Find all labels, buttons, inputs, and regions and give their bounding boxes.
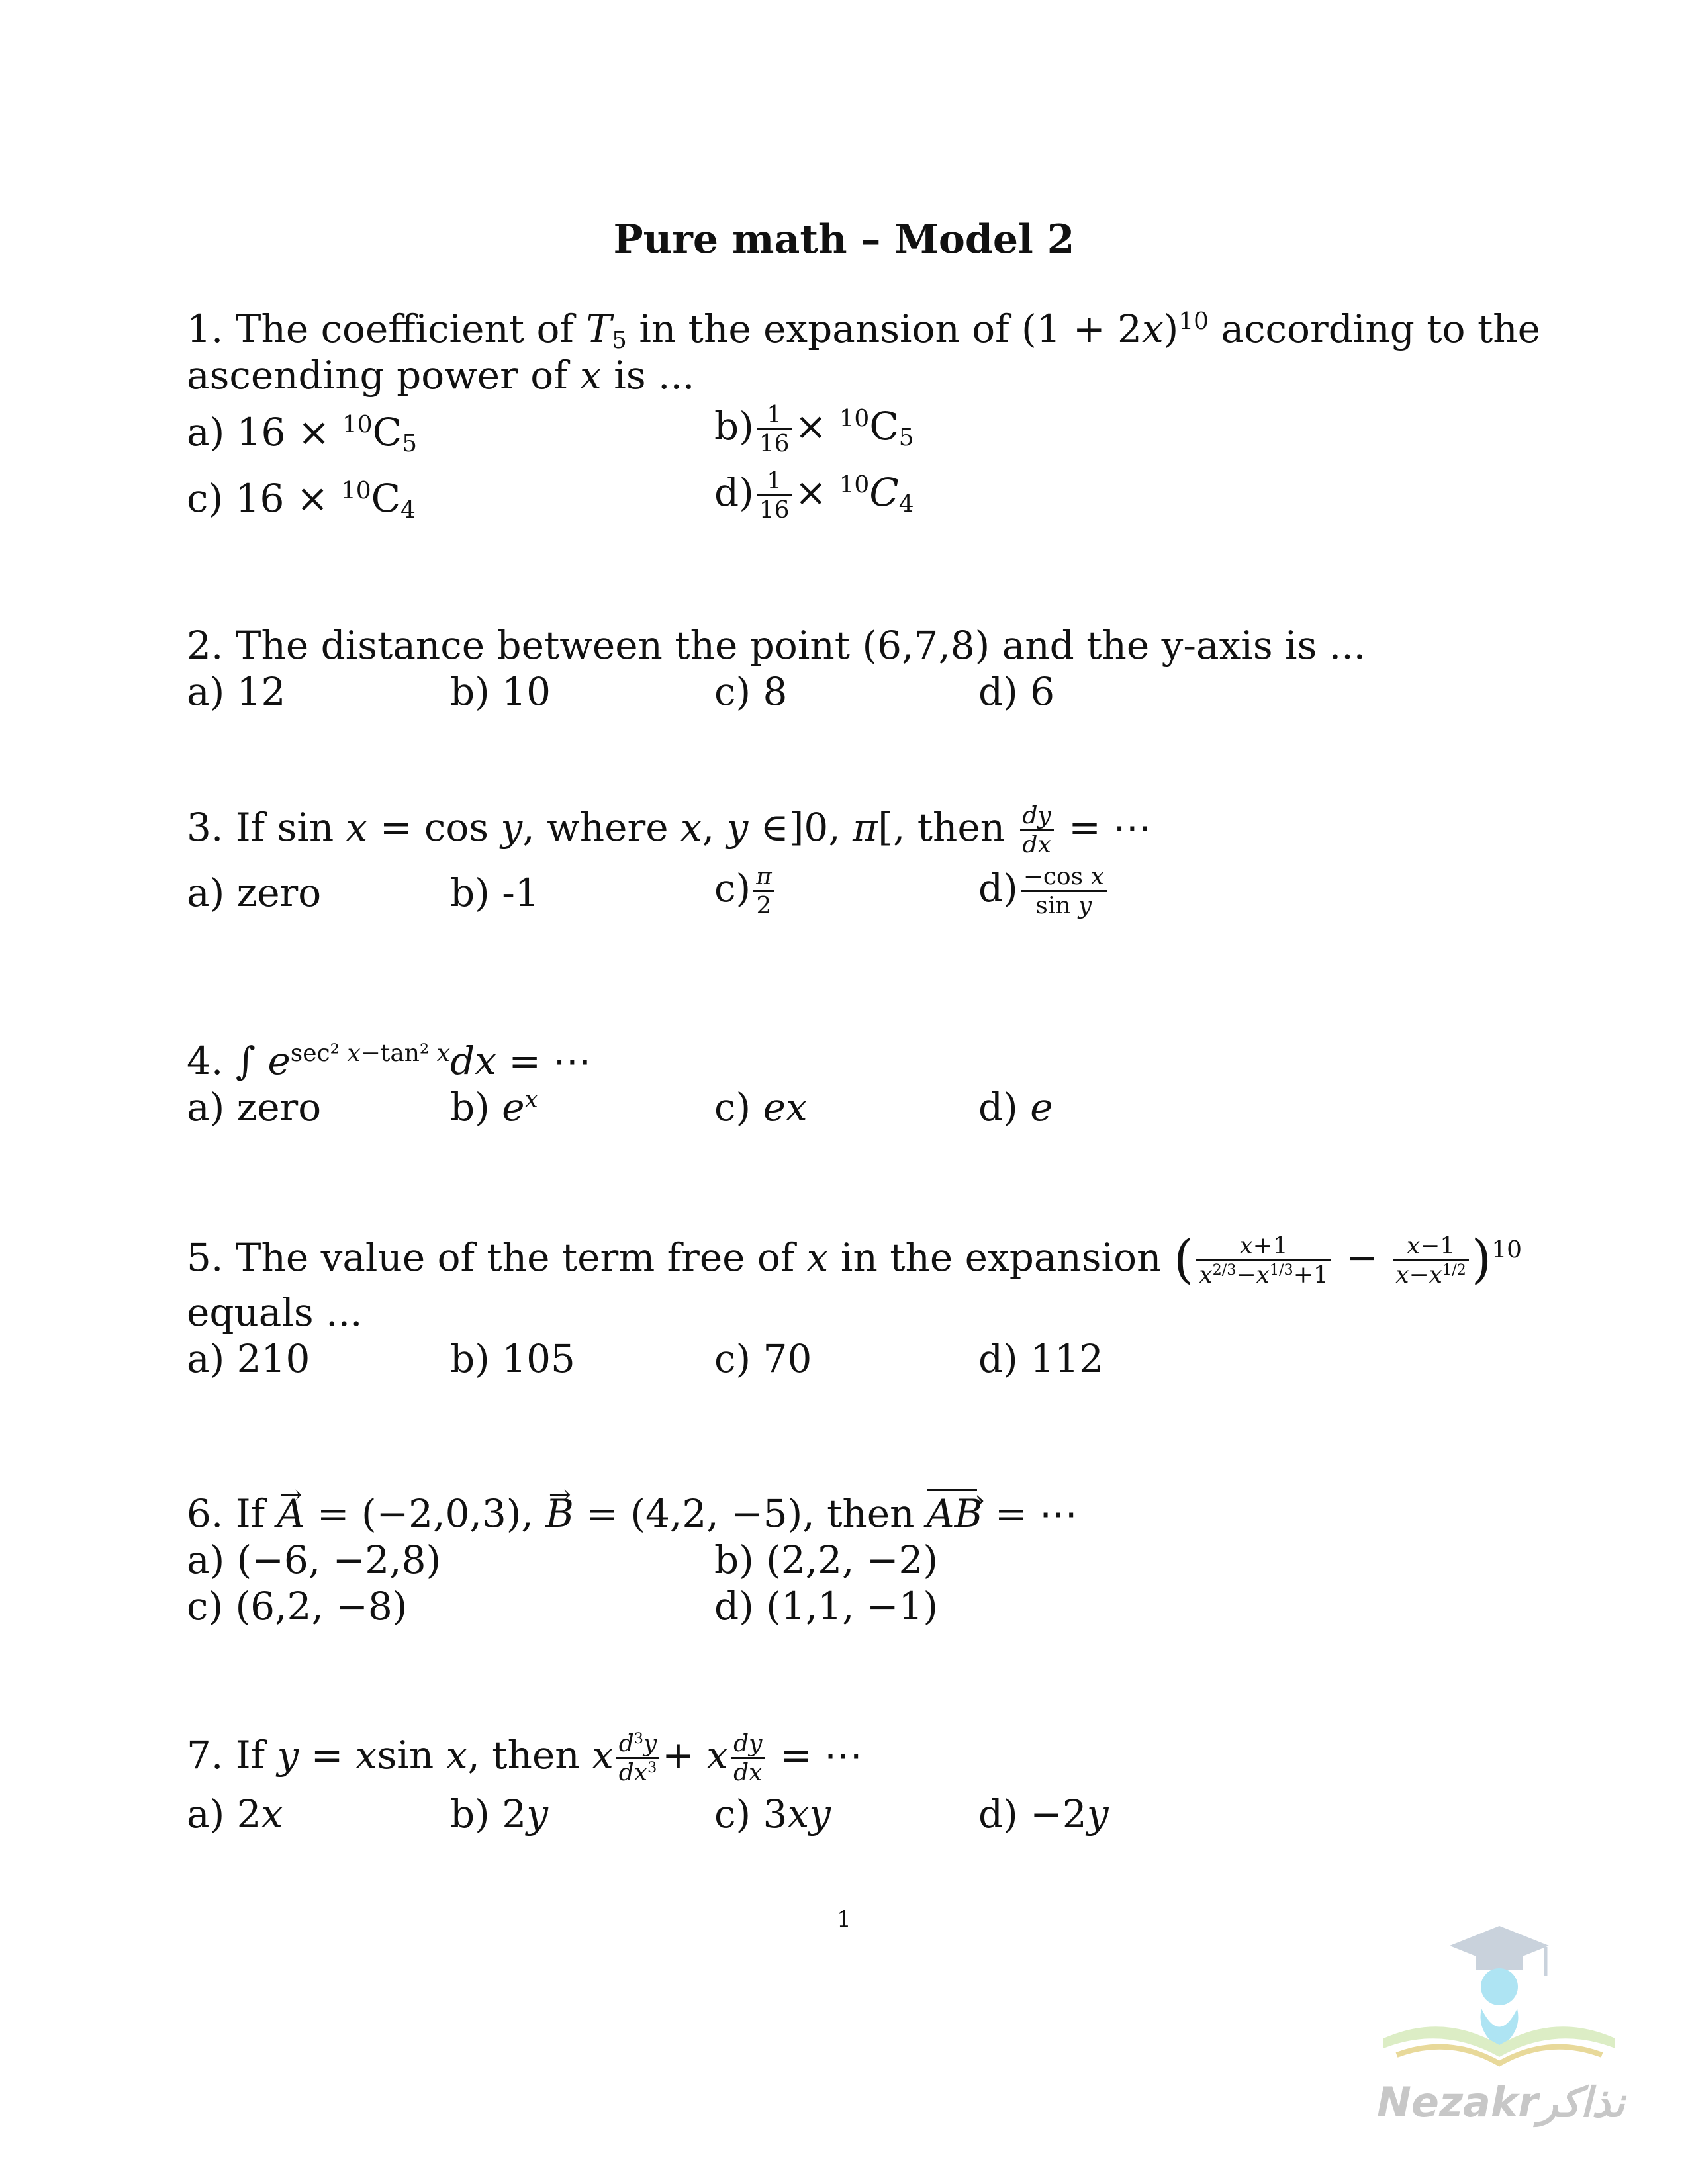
question-6-stem: 6. If → A = (−2,0,3), → B = (4,2, −5), then AB › = ⋯ (187, 1490, 1511, 1537)
question-4-option-d[interactable]: d) e (978, 1085, 1053, 1130)
question-3-option-c[interactable]: c) $\frac{\pi}{2}$ (714, 863, 777, 920)
question-6-option-a[interactable]: a) (−6, −2,8) (187, 1537, 442, 1582)
question-1-options (187, 401, 1511, 467)
question-2-option-a[interactable]: a) 12 (187, 669, 286, 714)
nezakr-logo (1357, 1913, 1642, 2138)
question-5-option-c[interactable]: c) 70 (714, 1336, 812, 1381)
question-3-option-a[interactable]: a) zero (187, 870, 322, 915)
question-2-option-b[interactable]: b) 10 (450, 669, 551, 714)
page-title: Pure math – Model 2 (613, 216, 1075, 263)
question-5: 5. The value of the term free of x in the expansion ( $\frac{x+1}{x^{2/3}-x^{1/3}+1}$ − $\frac{x-1}{x-x^{1/2}}$ )$^{10}$ equals ... a) 210 b) 105 c) 70 d) 112 (187, 1229, 1523, 1381)
question-3-options (187, 863, 1511, 923)
question-7 (187, 1730, 1511, 1837)
question-1-option-d[interactable]: d) $\frac{1}{16}$ × $^{10}C_4$ (714, 467, 914, 524)
question-4-stem: 4. ∫ $e^{sec^2 x-tan^2 x}dx$ = ⋯ (187, 1038, 592, 1083)
question-7-option-a[interactable]: a) 2x (187, 1791, 283, 1837)
question-2-option-c[interactable]: c) 8 (714, 669, 788, 714)
question-7-option-b[interactable]: b) 2y (450, 1791, 548, 1837)
question-1-option-b[interactable]: b) $\frac{1}{16}$ × $^{10}C_5$ (714, 401, 914, 458)
question-7-option-d[interactable]: d) −2y (978, 1791, 1109, 1837)
question-4-option-a[interactable]: a) zero (187, 1085, 322, 1130)
question-6 (187, 1490, 1511, 1629)
question-3-option-b[interactable]: b) -1 (450, 870, 539, 915)
question-4-option-b[interactable]: b) $e^x$ (450, 1085, 538, 1130)
question-7-options (187, 1791, 1511, 1837)
question-4-option-c[interactable]: c) ex (714, 1085, 808, 1130)
question-1: 1. The coefficient of $T_5$ in the expansion of $(1 + 2x)^{10}$ according to the ascending power of x is ... a) $16 \times ^{10}C_5$ b) $\frac{1}{16}$ × $^{10}C_5$ c) $16 \times ^{10}C_4$ d) $\frac{1}{16}$ × $^{10}C_4$ (187, 306, 1540, 524)
question-3-stem: 3. If sin x = cos y, where x, y ∈]0, π[, then $\frac{dy}{dx}$ = ⋯ (187, 802, 1152, 859)
question-5-stem: 5. The value of the term free of x in the expansion ( $\frac{x+1}{x^{2/3}-x^{1/3}+1}$ − $\frac{x-1}{x-x^{1/2}}$ )$^{10}$ (187, 1229, 1523, 1290)
question-5-option-a[interactable]: a) 210 (187, 1336, 310, 1381)
graduation-book-icon (1357, 1913, 1642, 2078)
question-4-options (187, 1084, 1511, 1130)
question-2-option-d[interactable]: d) 6 (978, 669, 1055, 714)
question-5-option-d[interactable]: d) 112 (978, 1336, 1103, 1381)
page-number: 1 (837, 1906, 851, 1933)
question-5-options (187, 1336, 1511, 1382)
question-1-option-c[interactable]: c) $16 \times ^{10}C_4$ (187, 476, 416, 523)
question-6-option-c[interactable]: c) (6,2, −8) (187, 1584, 408, 1629)
question-6-options (187, 1537, 1511, 1583)
watermark-text: Nezakrنذاكر (1377, 2078, 1625, 2126)
question-2-stem: 2. The distance between the point (6,7,8) and the y-axis is ... (187, 623, 1366, 668)
question-7-option-c[interactable]: c) 3xy (714, 1791, 831, 1837)
question-5-option-b[interactable]: b) 105 (450, 1336, 575, 1381)
question-6-option-d[interactable]: d) (1,1, −1) (714, 1584, 939, 1629)
question-2-options (187, 668, 1511, 715)
question-6-option-b[interactable]: b) (2,2, −2) (714, 1537, 939, 1582)
question-4 (187, 1038, 1511, 1130)
question-1-option-a[interactable]: a) $16 \times ^{10}C_5$ (187, 410, 417, 457)
question-7-stem: 7. If y = xsin x, then x $\frac{d^3y}{dx^3}$ + x $\frac{dy}{dx}$ = ⋯ (187, 1729, 863, 1787)
question-3 (187, 802, 1511, 923)
question-3-option-d[interactable]: d) $\frac{\text{−cos x}}{\text{sin y}}$ (978, 863, 1109, 920)
question-2 (187, 622, 1511, 715)
question-1-stem: 1. The coefficient of $T_5$ in the expansion of $(1 + 2x)^{10}$ according to the (187, 306, 1540, 354)
